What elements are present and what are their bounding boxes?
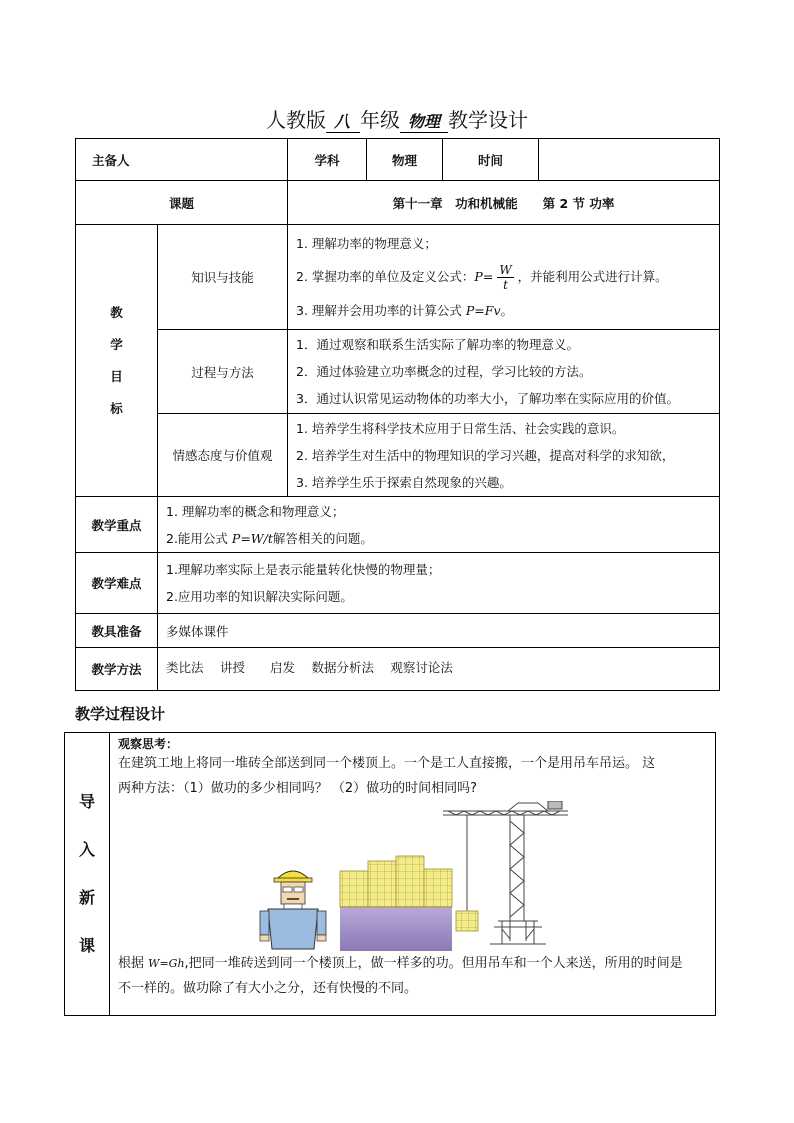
attitude-item-3: 3. 培养学生乐于探索自然现象的兴趣。: [296, 474, 512, 490]
illustration-area: [118, 801, 707, 951]
document-title: [0, 104, 794, 133]
intro-char-2: 入: [78, 840, 95, 859]
conclusion-line-1: 根据 W=Gh,把同一堆砖送到同一个楼顶上，做一样多的功。但用吊车和一个人来送，所用的时间是: [118, 956, 683, 971]
objectives-char-2: 学: [110, 336, 123, 352]
knowledge-label: 知识与技能: [158, 225, 288, 330]
objectives-char-1: 教: [110, 304, 123, 320]
attitude-content: [288, 414, 720, 497]
knowledge-item-1: 1. 理解功率的物理意义；: [296, 236, 437, 251]
teaching-process-table: [64, 732, 716, 1016]
subject-label: 学科: [288, 139, 367, 181]
key-point-2: 2.能用公式 P=W/t解答相关的问题。: [166, 530, 373, 546]
brick-stack: [396, 856, 424, 907]
brick-stack: [424, 869, 452, 907]
topic-label: 课题: [76, 181, 288, 225]
knowledge-item-2: 2. 掌握功率的单位及定义公式：P= $\frac{W}{t}$ ，并能利用公式进行计算。: [296, 263, 668, 292]
methods-label: 教学方法: [76, 648, 158, 691]
intro-content: [110, 733, 716, 1016]
lead-preparer-cell: [76, 139, 288, 181]
process-item-3: 3．通过认识常见运动物体的功率大小，了解功率在实际应用的价值。: [296, 391, 679, 406]
difficulties-content: [158, 553, 720, 614]
time-value: [539, 139, 720, 181]
objectives-char-3: 目: [110, 368, 123, 384]
title-prefix: 人教版: [265, 108, 326, 132]
objectives-char-4: 标: [110, 400, 123, 416]
knowledge-item-3: 3. 理解并会用功率的计算公式 P=Fv。: [296, 303, 514, 318]
title-middle: 年级: [360, 108, 400, 132]
process-item-1: 1．通过观察和联系生活实际了解功率的物理意义。: [296, 337, 579, 352]
attitude-item-1: 1. 培养学生将科学技术应用于日常生活、社会实践的意识。: [296, 420, 625, 436]
ground-platform: [340, 907, 452, 951]
difficulties-label: 教学难点: [76, 553, 158, 614]
lead-preparer-label: 主备人: [92, 152, 130, 168]
title-suffix: 教学设计: [448, 108, 529, 132]
difficulty-1: 1.理解功率实际上是表示能量转化快慢的物理量；: [166, 562, 441, 577]
observe-think-heading: 观察思考：: [118, 737, 179, 751]
scenario-line-2: 两种方法：（1）做功的多少相同吗？ （2）做功的时间相同吗?: [118, 781, 478, 796]
objectives-label: [76, 225, 158, 497]
time-label: 时间: [443, 139, 539, 181]
process-item-2: 2．通过体验建立功率概念的过程，学习比较的方法。: [296, 364, 592, 379]
materials-label: 教具准备: [76, 614, 158, 648]
key-point-1: 1. 理解功率的概念和物理意义；: [166, 503, 345, 519]
key-points-content: [158, 497, 720, 553]
worker-figure: [260, 871, 326, 949]
key-points-label: 教学重点: [76, 497, 158, 553]
scenario-line-1: 在建筑工地上将同一堆砖全部送到同一个楼顶上。一个是工人直接搬，一个是用吊车吊运。 这: [118, 756, 656, 771]
power-fraction: $\frac{W}{t}$: [499, 263, 512, 292]
process-content: [288, 330, 720, 414]
brick-stack: [340, 871, 368, 907]
knowledge-content: [288, 225, 720, 330]
intro-char-4: 课: [78, 936, 95, 955]
intro-char-1: 导: [78, 792, 95, 811]
difficulty-2: 2.应用功率的知识解决实际问题。: [166, 589, 353, 604]
attitude-label: 情感态度与价值观: [158, 414, 288, 497]
process-label: 过程与方法: [158, 330, 288, 414]
lesson-info-table: [75, 138, 720, 691]
intro-new-lesson-label: [65, 733, 110, 1016]
attitude-item-2: 2. 培养学生对生活中的物理知识的学习兴趣，提高对科学的求知欲，: [296, 447, 675, 463]
title-subject-blank: 物理: [400, 112, 448, 133]
topic-value: 第十一章 功和机械能 第 2 节 功率: [288, 181, 720, 225]
process-section-title: 教学过程设计: [75, 705, 166, 723]
materials-value: 多媒体课件: [158, 614, 720, 648]
conclusion-line-2: 不一样的。做功除了有大小之分，还有快慢的不同。: [118, 981, 418, 996]
worker-and-crane-illustration: [118, 801, 708, 951]
hoisted-bricks: [456, 911, 478, 931]
title-grade-blank: 八: [326, 112, 360, 133]
brick-stack: [368, 861, 396, 907]
intro-char-3: 新: [78, 888, 95, 907]
subject-value: 物理: [367, 139, 443, 181]
methods-value: 类比法 讲授 启发 数据分析法 观察讨论法: [158, 648, 720, 691]
